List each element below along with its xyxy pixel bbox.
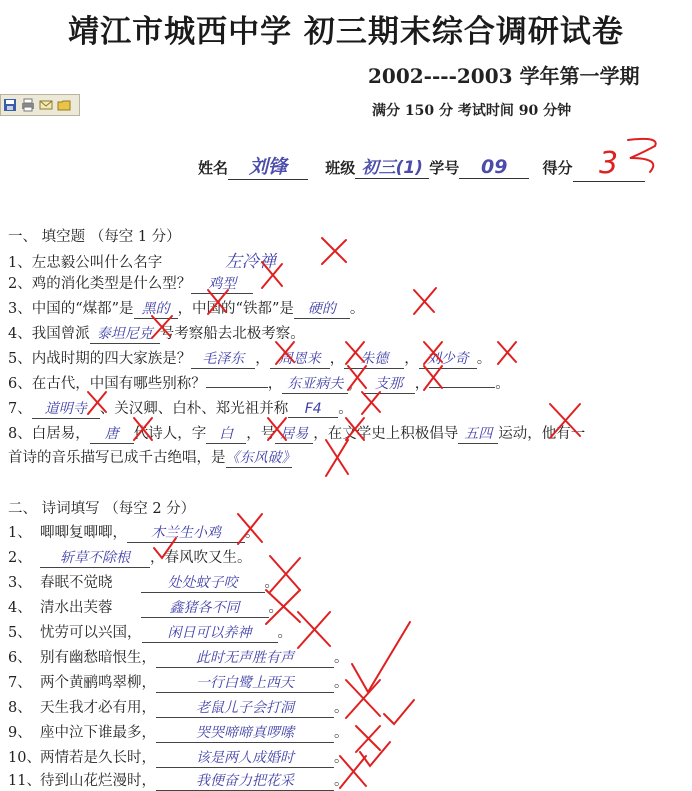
answer: 朱德 — [344, 348, 404, 369]
question-1-8-cont: 首诗的音乐描写已成千古绝唱，是《东风破》 — [8, 446, 292, 468]
question-2-7: 7、 两个黄鹂鸣翠柳， 一行白鹭上西天 。 — [8, 671, 349, 693]
question-2-4: 4、 清水出芙蓉 鑫猪各不同 。 — [8, 596, 283, 618]
number-label: 学号 — [429, 159, 460, 177]
answer: 此时无声胜有声 — [156, 647, 334, 668]
answer: 哭哭啼啼真啰嗦 — [156, 722, 334, 743]
x-mark — [208, 290, 228, 314]
x-mark — [326, 440, 348, 476]
name-label: 姓名 — [198, 159, 229, 177]
x-mark — [550, 404, 580, 438]
x-mark — [346, 680, 380, 718]
answer: 刘少奇 — [419, 348, 477, 369]
answer: 东亚病夫 — [282, 373, 348, 394]
x-mark — [414, 288, 436, 314]
question-2-10: 10、两情若是久长时， 该是两人成婚时 。 — [8, 746, 349, 768]
x-mark — [88, 392, 106, 414]
check-mark — [352, 622, 410, 692]
answer: 居易 — [275, 423, 313, 444]
answer: 硬的 — [294, 298, 350, 319]
x-mark — [498, 342, 516, 364]
answer: 一行白鹭上西天 — [156, 672, 334, 693]
question-1-1: 1、左忠毅公叫什么名字 左冷禅 — [8, 252, 276, 272]
answer: F4 — [288, 401, 338, 418]
x-mark — [322, 238, 346, 264]
answer: 毛泽东 — [191, 348, 255, 369]
exam-subtitle: 2002----2003 学年第一学期 — [368, 64, 640, 88]
answer: 鸡型 — [191, 273, 253, 294]
answer: 处处蚊子咬 — [141, 572, 265, 593]
check-mark — [384, 700, 414, 724]
answer: 支那 — [363, 373, 415, 394]
x-mark — [266, 590, 300, 624]
question-2-3: 3、 春眠不觉晓 处处蚊子咬 。 — [8, 571, 279, 593]
answer: 左冷禅 — [224, 252, 276, 272]
x-mark — [356, 726, 380, 752]
x-mark — [424, 366, 442, 390]
answer: 鑫猪各不同 — [141, 597, 269, 618]
question-2-1: 1、 唧唧复唧唧， 木兰生小鸡 。 — [8, 521, 260, 543]
answer: 该是两人成婚时 — [156, 747, 334, 768]
section2-heading: 二、 诗词填写 （每空 2 分） — [8, 501, 196, 517]
question-2-9: 9、 座中泣下谁最多， 哭哭啼啼真啰嗦 。 — [8, 721, 349, 743]
x-mark — [362, 392, 380, 414]
answer: 唐 — [90, 423, 134, 444]
question-2-11: 11、待到山花烂漫时， 我便奋力把花采 。 — [8, 769, 349, 791]
answer: 泰坦尼克 — [90, 323, 160, 344]
x-mark — [270, 556, 300, 592]
answer: 木兰生小鸡 — [127, 522, 245, 543]
question-2-5: 5、 忧劳可以兴国， 闲日可以养神 。 — [8, 621, 292, 643]
x-mark — [238, 514, 262, 544]
x-mark — [152, 316, 172, 338]
answer: 《东风破》 — [226, 447, 292, 468]
x-mark — [340, 756, 366, 788]
number-field: 09 — [459, 156, 529, 179]
score-stroke-mark — [628, 139, 656, 172]
answer: 老鼠儿子会打洞 — [156, 697, 334, 718]
class-label: 班级 — [325, 159, 356, 177]
x-mark — [424, 342, 442, 364]
question-1-5: 5、内战时期的四大家族是？ 毛泽东 ， 周恩来 ， 朱德 ， 刘少奇 。 — [8, 347, 491, 369]
x-mark — [276, 342, 294, 364]
x-mark — [268, 418, 286, 440]
question-1-7: 7、 道明寺 、关汉卿、白朴、郑光祖并称 F4 。 — [8, 397, 353, 419]
x-mark — [348, 366, 366, 390]
answer: 五四 — [458, 423, 498, 444]
answer: 白 — [206, 423, 246, 444]
x-mark — [346, 418, 364, 440]
question-1-2: 2、鸡的消化类型是什么型？ 鸡型 — [8, 272, 253, 294]
score-time-info: 满分 150 分 考试时间 90 分钟 — [372, 103, 572, 119]
question-2-8: 8、 天生我才必有用， 老鼠儿子会打洞 。 — [8, 696, 349, 718]
question-2-2: 2、 斩草不除根 ，春风吹又生。 — [8, 546, 252, 568]
answer: 我便奋力把花采 — [156, 770, 334, 791]
x-mark — [298, 612, 330, 648]
question-1-6: 6、在古代，中国有哪些别称？ ， 东亚病夫 ， 支那 ， 。 — [8, 372, 510, 394]
answer: 道明寺 — [32, 398, 100, 419]
class-field: 初三(1) — [355, 153, 429, 179]
check-mark — [154, 538, 176, 558]
answer: 斩草不除根 — [40, 547, 150, 568]
section1-heading: 一、 填空题 （每空 1 分） — [8, 229, 181, 245]
question-1-3: 3、中国的“煤都”是 黑的 ，中国的“铁都”是 硬的 。 — [8, 297, 364, 319]
x-mark — [346, 342, 364, 364]
x-mark — [134, 418, 152, 440]
exam-title: 靖江市城西中学 初三期末综合调研试卷 — [68, 14, 624, 50]
score-label: 得分 — [542, 159, 573, 177]
answer: 周恩来 — [270, 348, 330, 369]
question-1-4: 4、我国曾派 泰坦尼克 号考察船去北极考察。 — [8, 322, 305, 344]
question-2-6: 6、 别有幽愁暗恨生， 此时无声胜有声 。 — [8, 646, 349, 668]
answer: 闲日可以养神 — [142, 622, 278, 643]
name-field: 刘锋 — [228, 152, 308, 180]
answer: 黑的 — [134, 298, 178, 319]
x-mark — [262, 262, 282, 288]
score-field: 3 — [573, 146, 645, 182]
question-1-8: 8、白居易， 唐 代诗人，字 白 ，号 居易 ，在文学史上积极倡导 五四 运动，他有一 — [8, 422, 585, 444]
